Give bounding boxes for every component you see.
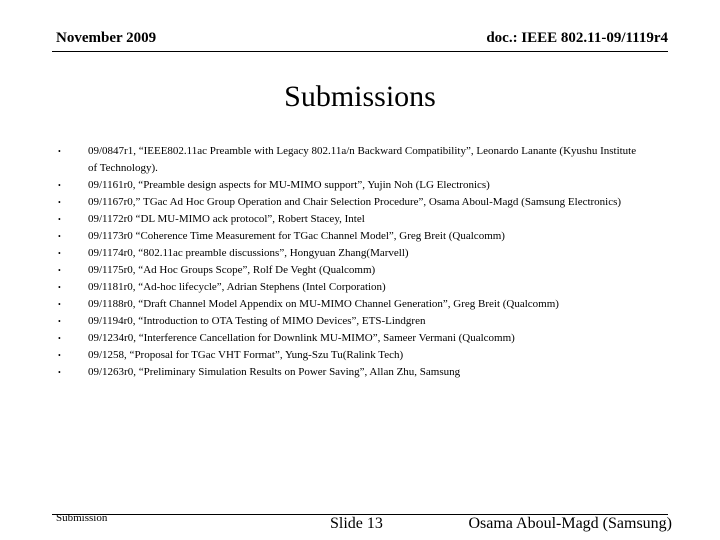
list-item — [58, 296, 638, 313]
list-item — [58, 228, 638, 245]
slide-number: Slide 13 — [330, 515, 383, 532]
list-item — [58, 211, 638, 228]
bullet-icon: • — [58, 249, 61, 258]
bullet-icon: • — [58, 334, 61, 343]
submission-list — [58, 143, 638, 381]
bullet-icon: • — [58, 283, 61, 292]
footer-submission-label: Submission — [56, 512, 108, 524]
submission-text: 09/1175r0, “Ad Hoc Groups Scope”, Rolf De Veght (Qualcomm) — [88, 264, 376, 276]
bullet-icon: • — [58, 317, 61, 326]
header-date: November 2009 — [56, 30, 157, 46]
submission-text: 09/1234r0, “Interference Cancellation for Downlink MU-MIMO”, Sameer Vermani (Qualcomm) — [88, 332, 515, 344]
list-item — [58, 194, 638, 211]
bullet-icon: • — [58, 215, 61, 224]
submission-text: 09/1174r0, “802.11ac preamble discussions”, Hongyuan Zhang(Marvell) — [88, 247, 409, 259]
bullet-icon: • — [58, 147, 61, 156]
list-item — [58, 347, 638, 364]
list-item — [58, 279, 638, 296]
submission-text: 09/1172r0 “DL MU-MIMO ack protocol”, Robert Stacey, Intel — [88, 213, 365, 225]
submission-text: 09/1263r0, “Preliminary Simulation Results on Power Saving”, Allan Zhu, Samsung — [88, 366, 461, 378]
bullet-icon: • — [58, 232, 61, 241]
header-divider — [52, 51, 668, 52]
bullet-icon: • — [58, 266, 61, 275]
header-doc-id: doc.: IEEE 802.11-09/1119r4 — [486, 30, 668, 46]
list-item — [58, 245, 638, 262]
list-item — [58, 262, 638, 279]
bullet-icon: • — [58, 368, 61, 377]
submission-text: 09/1258, “Proposal for TGac VHT Format”, Yung-Szu Tu(Ralink Tech) — [88, 349, 404, 361]
submission-text: 09/1173r0 “Coherence Time Measurement for TGac Channel Model”, Greg Breit (Qualcomm) — [88, 230, 505, 242]
bullet-icon: • — [58, 181, 61, 190]
submission-text: 09/1194r0, “Introduction to OTA Testing of MIMO Devices”, ETS-Lindgren — [88, 315, 426, 327]
submission-text: 09/1167r0,” TGac Ad Hoc Group Operation and Chair Selection Procedure”, Osama Aboul-Magd (Samsung Electronics) — [88, 196, 622, 208]
list-item — [58, 143, 638, 177]
submission-text: 09/0847r1, “IEEE802.11ac Preamble with Legacy 802.11a/n Backward Compatibility”, Leonardo Lanante (Kyushu Institute of Technology). — [88, 145, 637, 174]
list-item — [58, 313, 638, 330]
list-item — [58, 364, 638, 381]
footer-author: Osama Aboul-Magd (Samsung) — [468, 515, 672, 532]
submission-text: 09/1188r0, “Draft Channel Model Appendix on MU-MIMO Channel Generation”, Greg Breit (Qualcomm) — [88, 298, 559, 310]
list-item — [58, 177, 638, 194]
submission-text: 09/1161r0, “Preamble design aspects for MU-MIMO support”, Yujin Noh (LG Electronics) — [88, 179, 490, 191]
bullet-icon: • — [58, 351, 61, 360]
submission-text: 09/1181r0, “Ad-hoc lifecycle”, Adrian Stephens (Intel Corporation) — [88, 281, 386, 293]
bullet-icon: • — [58, 198, 61, 207]
list-item — [58, 330, 638, 347]
slide-title: Submissions — [284, 80, 436, 113]
bullet-icon: • — [58, 300, 61, 309]
